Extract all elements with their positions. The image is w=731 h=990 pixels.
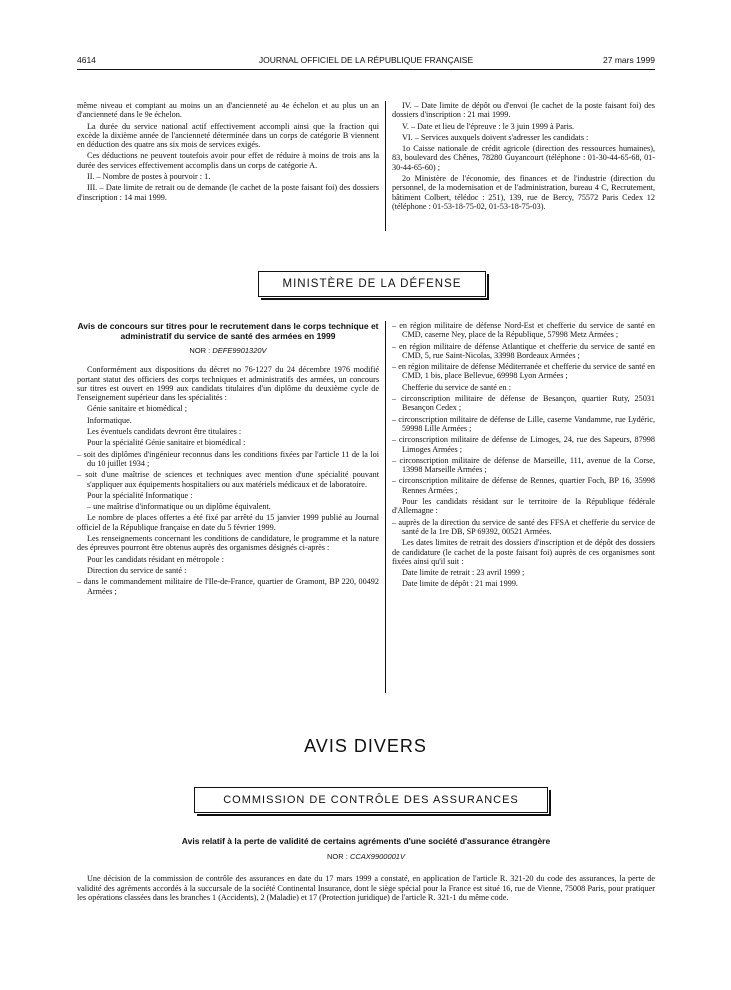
nor-label: NOR :	[189, 346, 211, 355]
list-item: – soit d'une maîtrise de sciences et techniques avec mention d'une spécialité pouvant s'appliquer aux équipements hospitaliers ou aux matériels médicaux et de laboratoire.	[77, 470, 379, 489]
paragraph: Les dates limites de retrait des dossiers d'inscription et de dépôt des dossiers de candidature (le cachet de la poste faisant foi) auprès de ces organismes sont fixées ainsi qu'il suit :	[392, 538, 655, 566]
paragraph: Conformément aux dispositions du décret no 76-1227 du 24 décembre 1976 modifié portant statut des officiers des corps techniques et administratifs des armées, un concours sur titres est ouvert en 1999 aux candidats titulaires d'un diplôme du deuxième cycle de l'enseignement supérieur dans les spécialités :	[77, 365, 379, 403]
nor-code: DEFE9901320V	[212, 346, 267, 355]
defense-left-body	[77, 365, 379, 596]
nor-code: CCAX9900001V	[349, 852, 405, 861]
notice-title: Avis relatif à la perte de validité de certains agréments d'une société d'assurance étrangère	[181, 836, 551, 846]
page-header	[77, 55, 655, 70]
nor-reference	[77, 346, 379, 355]
paragraph: IV. – Date limite de dépôt ou d'envoi (le cachet de la poste faisant foi) des dossiers d'inscription : 21 mai 1999.	[392, 101, 655, 120]
list-item: – circonscription militaire de défense de Besançon, quartier Ruty, 25031 Besançon Cedex ;	[392, 394, 655, 413]
notice-title: Avis de concours sur titres pour le recrutement dans le corps technique et administratif du service de santé des armées en 1999	[77, 321, 379, 341]
paragraph: Chefferie du service de santé en :	[402, 382, 511, 392]
list-item: – soit des diplômes d'ingénieur reconnus dans les conditions fixées par l'article 11 de la loi du 10 juillet 1934 ;	[77, 449, 379, 468]
ministry-heading-box: MINISTÈRE DE LA DÉFENSE	[258, 271, 486, 297]
nor-label: NOR :	[327, 852, 348, 861]
defense-right-column	[392, 321, 655, 591]
paragraph: Ces déductions ne peuvent toutefois avoir pour effet de réduire à moins de trois ans la durée des services effectivement accomplis dans un corps de catégorie A.	[77, 151, 379, 170]
paragraph: Pour la spécialité Informatique :	[87, 490, 193, 500]
list-item: – en région militaire de défense Nord-Est et chefferie du service de santé en CMD, caserne Ney, place de la République, 57998 Metz Armées ;	[392, 321, 655, 340]
list-item: – circonscription militaire de défense de Lille, caserne Vandamme, rue Lydéric, 59998 Lille Armées ;	[392, 414, 655, 433]
defense-left-column	[77, 321, 379, 598]
paragraph: Les renseignements concernant les conditions de candidature, le programme et la nature des épreuves pourront être obtenus auprès des organismes désignés ci-après :	[77, 534, 379, 553]
list-item: – circonscription militaire de défense de Limoges, 24, rue des Sapeurs, 87998 Limoges Armées ;	[392, 435, 655, 454]
column-divider-middle	[385, 321, 386, 693]
paragraph: Date limite de retrait : 23 avril 1999 ;	[402, 568, 525, 578]
issue-date: 27 mars 1999	[603, 55, 655, 65]
paragraph: III. – Date limite de retrait ou de demande (le cachet de la poste faisant foi) des dossiers d'inscription : 14 mai 1999.	[77, 183, 379, 202]
paragraph: Pour la spécialité Génie sanitaire et biomédical :	[87, 438, 246, 448]
notice-body: Une décision de la commission de contrôle des assurances en date du 17 mars 1999 a constaté, en application de l'article R. 321-20 du code des assurances, la perte de validité des agréments accordés à la succursale de la société Continental Insurance, dont le siège spécial pour la France est situé 16, rue de Vienne, 75008 Paris, pour pratiquer les opérations classées dans les branches 1 (Accidents), 2 (Maladie) et 17 (Protection juridique) de l'article R. 321-1 du même code.	[77, 874, 655, 902]
paragraph: Direction du service de santé :	[87, 565, 187, 575]
paragraph: VI. – Services auxquels doivent s'adresser les candidats :	[402, 132, 589, 142]
list-item: – en région militaire de défense Atlantique et chefferie du service de santé en CMD, 5, rue Saint-Nicolas, 33998 Bordeaux Armées ;	[392, 341, 655, 360]
nor-reference	[77, 852, 655, 861]
paragraph: 1o Caisse nationale de crédit agricole (direction des ressources humaines), 83, boulevard des Chênes, 78280 Guyancourt (téléphone : 01-30-44-65-68, 01-30-44-65-60) ;	[392, 144, 655, 172]
paragraph: Pour les candidats résidant sur le territoire de la République fédérale d'Allemagne :	[392, 497, 655, 516]
page-number: 4614	[77, 55, 96, 65]
list-item: – en région militaire de défense Méditerranée et chefferie du service de santé en CMD, 1 bis, place Bellevue, 69998 Lyon Armées ;	[392, 362, 655, 381]
list-item: – dans le commandement militaire de l'Ile-de-France, quartier de Gramont, BP 220, 00492 Armées ;	[77, 577, 379, 596]
paragraph: Génie sanitaire et biomédical ;	[87, 404, 188, 414]
list-item: – auprès de la direction du service de santé des FFSA et chefferie du service de santé de la 1re DB, SP 69392, 00521 Armées.	[392, 517, 655, 536]
paragraph: Date limite de dépôt : 21 mai 1999.	[402, 579, 518, 589]
column-divider-top	[385, 101, 386, 231]
paragraph: Le nombre de places offertes a été fixé par arrêté du 15 janvier 1999 publié au Journal officiel de la République française en date du 5 février 1999.	[77, 513, 379, 532]
journal-title: JOURNAL OFFICIEL DE LA RÉPUBLIQUE FRANÇAISE	[258, 55, 474, 65]
paragraph: 2o Ministère de l'économie, des finances et de l'industrie (direction du personnel, de la modernisation et de l'administration, bureau 4 C, Recrutement, bâtiment Colbert, télédoc : 251), 139, rue de Bercy, 75572 Paris Cedex 12 (téléphone : 01-53-18-75-02, 01-53-18-75-03).	[392, 174, 655, 211]
section-heading: AVIS DIVERS	[304, 736, 427, 756]
paragraph: – une maîtrise d'informatique ou un diplôme équivalent.	[87, 502, 271, 512]
list-item: – circonscription militaire de défense de Rennes, quartier Foch, BP 16, 35998 Rennes Armées ;	[392, 476, 655, 495]
top-left-column	[77, 101, 379, 204]
paragraph: II. – Nombre de postes à pourvoir : 1.	[87, 172, 211, 182]
paragraph: Les éventuels candidats devront être titulaires :	[87, 427, 242, 437]
top-right-column	[392, 101, 655, 213]
paragraph: La durée du service national actif effectivement accompli ainsi que la fraction qui excède la dixième année de l'ancienneté déterminée dans un corps de catégorie B viennent en déduction des quatre ans six mois de services exigés.	[77, 121, 379, 150]
paragraph: Pour les candidats résidant en métropole :	[87, 554, 224, 564]
defense-right-body	[392, 321, 655, 589]
paragraph: même niveau et comptant au moins un an d'ancienneté au 4e échelon et au plus un an d'ancienneté dans le 9e échelon.	[77, 101, 379, 120]
paragraph: V. – Date et lieu de l'épreuve : le 3 juin 1999 à Paris.	[402, 121, 575, 131]
commission-heading-box: COMMISSION DE CONTRÔLE DES ASSURANCES	[194, 787, 548, 813]
paragraph: Informatique.	[87, 415, 132, 425]
list-item: – circonscription militaire de défense de Marseille, 111, avenue de la Corse, 13998 Marseille Armées ;	[392, 455, 655, 475]
